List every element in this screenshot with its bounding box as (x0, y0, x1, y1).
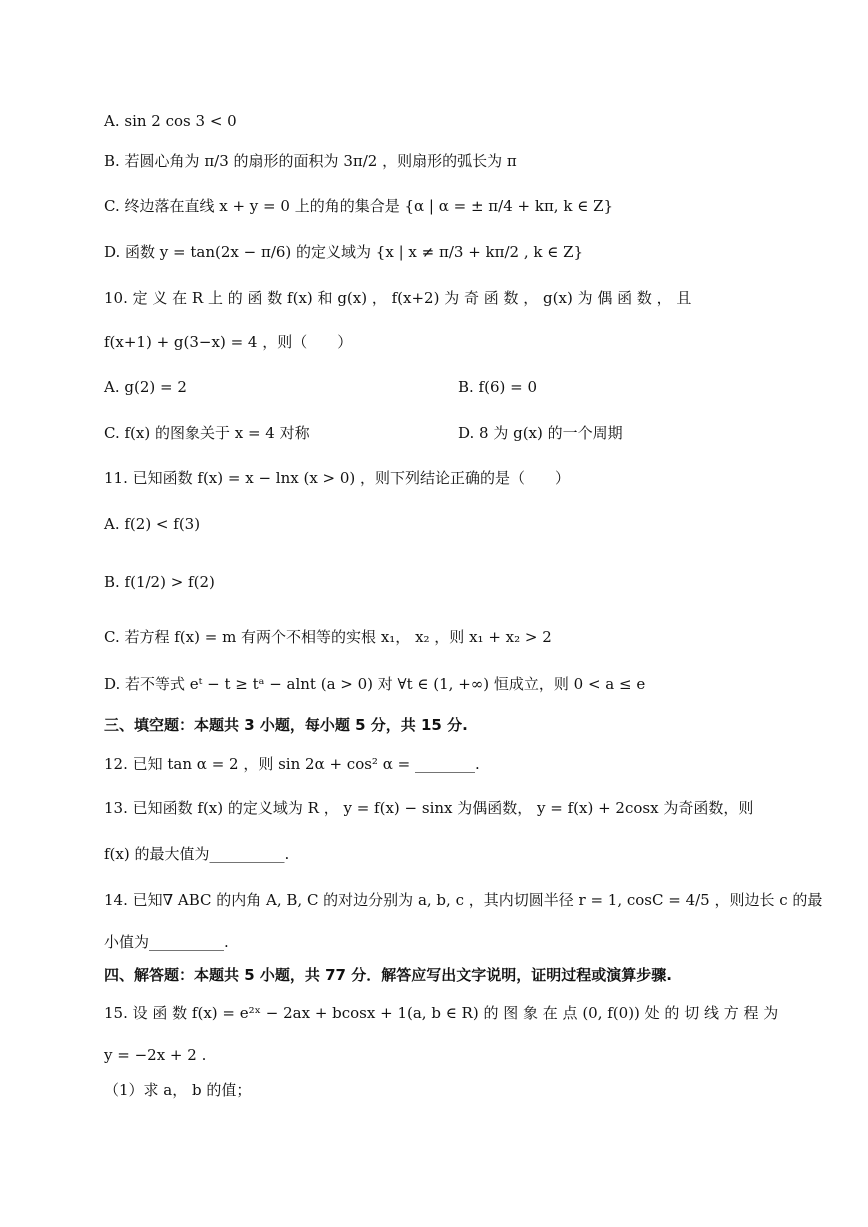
q10-option-a: A. g(2) = 2 (104, 378, 187, 396)
q14-line2: 小值为__________. (104, 933, 229, 951)
q12: 12. 已知 tan α = 2 ，则 sin 2α + cos² α = ________. (104, 755, 480, 773)
q9-option-b: B. 若圆心角为 π/3 的扇形的面积为 3π/2 ，则扇形的弧长为 π (104, 152, 517, 170)
q10-option-d: D. 8 为 g(x) 的一个周期 (458, 424, 623, 442)
q15-line1: 15. 设 函 数 f(x) = e²ˣ − 2ax + bcosx + 1(a, b ∈ R) 的 图 象 在 点 (0, f(0)) 处 的 切 线 方 程 为 (104, 1004, 779, 1022)
q9-option-c: C. 终边落在直线 x + y = 0 上的角的集合是 {α | α = ± π/4 + kπ, k ∈ Z} (104, 197, 614, 215)
q14-line1: 14. 已知∇ ABC 的内角 A, B, C 的对边分别为 a, b, c ，其内切圆半径 r = 1, cosC = 4/5 ，则边长 c 的最 (104, 891, 823, 909)
q10-option-c: C. f(x) 的图象关于 x = 4 对称 (104, 424, 310, 442)
q13-line1: 13. 已知函数 f(x) 的定义域为 R ， y = f(x) − sinx 为偶函数， y = f(x) + 2cosx 为奇函数，则 (104, 799, 754, 817)
section-3-heading: 三、填空题：本题共 3 小题，每小题 5 分，共 15 分. (104, 716, 468, 734)
q11-option-d: D. 若不等式 eᵗ − t ≥ tᵃ − alnt (a > 0) 对 ∀t ∈ (1, +∞) 恒成立，则 0 < a ≤ e (104, 675, 646, 693)
q15-part1: （1）求 a， b 的值； (104, 1081, 252, 1099)
q15-line2: y = −2x + 2 . (104, 1046, 207, 1064)
q11-option-b: B. f(1/2) > f(2) (104, 573, 215, 591)
q9-option-d: D. 函数 y = tan(2x − π/6) 的定义域为 {x | x ≠ π/3 + kπ/2 , k ∈ Z} (104, 243, 584, 261)
q9-option-a: A. sin 2 cos 3 < 0 (104, 112, 237, 130)
q11-option-a: A. f(2) < f(3) (104, 515, 201, 533)
q10-stem-line2: f(x+1) + g(3−x) = 4 ，则（ ） (104, 333, 353, 351)
q11-stem: 11. 已知函数 f(x) = x − lnx (x > 0) ，则下列结论正确的是（ ） (104, 469, 571, 487)
q10-stem-line1: 10. 定 义 在 R 上 的 函 数 f(x) 和 g(x) ， f(x+2) 为 奇 函 数 ， g(x) 为 偶 函 数 ， 且 (104, 289, 692, 307)
q13-line2: f(x) 的最大值为__________. (104, 845, 290, 863)
q10-option-b: B. f(6) = 0 (458, 378, 538, 396)
q11-option-c: C. 若方程 f(x) = m 有两个不相等的实根 x₁， x₂ ，则 x₁ + x₂ > 2 (104, 628, 552, 646)
section-4-heading: 四、解答题：本题共 5 小题，共 77 分．解答应写出文字说明，证明过程或演算步骤. (104, 966, 672, 984)
